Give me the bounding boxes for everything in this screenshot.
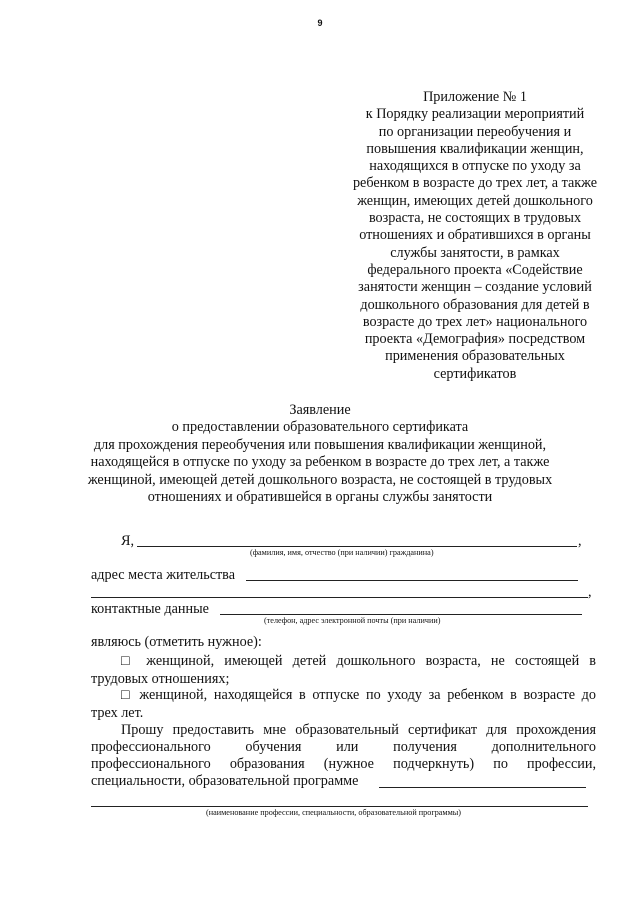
option-parental-leave[interactable] <box>121 687 596 704</box>
program-field[interactable] <box>379 787 586 788</box>
address-comma: , <box>588 584 592 600</box>
address-label: адрес места жительства <box>91 567 235 583</box>
document-title <box>60 402 580 506</box>
appendix-line: проекта «Демография» посредством <box>364 331 586 348</box>
program-field-line2[interactable] <box>91 806 588 807</box>
title-line: находящейся в отпуске по уходу за ребенком в возрасте до трех лет, а также <box>90 454 550 471</box>
title-line: о предоставлении образовательного сертификата <box>171 419 469 436</box>
appendix-line: возрасте до трех лет» национального <box>362 313 588 330</box>
appendix-line: к Порядку реализации мероприятий <box>365 106 585 123</box>
option-parental-leave-cont: трех лет. <box>91 705 144 721</box>
title-line: для прохождения переобучения или повышения квалификации женщиной, <box>93 436 547 453</box>
appendix-line: занятости женщин – создание условий <box>358 279 592 296</box>
appendix-line: повышения квалификации женщин, <box>366 140 584 157</box>
appendix-line: женщин, имеющих детей дошкольного <box>357 192 593 209</box>
request-line: профессионального образования (нужное подчеркнуть) по профессии, <box>91 756 596 772</box>
option-text: □ женщиной, имеющей детей дошкольного возраста, не состоящей в <box>121 653 596 669</box>
appendix-line: по организации переобучения и <box>378 123 572 140</box>
name-caption: (фамилия, имя, отчество (при наличии) гражданина) <box>250 548 434 557</box>
title-line: Заявление <box>289 402 351 418</box>
appendix-line: возраста, не состоящих в трудовых <box>368 210 582 227</box>
appendix-line: ребенком в возрасте до трех лет, а также <box>352 175 598 192</box>
appendix-line: сертификатов <box>433 365 517 382</box>
request-line: профессионального обучения или получения дополнительного <box>91 739 596 755</box>
name-field[interactable] <box>137 546 577 547</box>
address-field-line2[interactable] <box>91 597 588 598</box>
appendix-line: Приложение № 1 <box>423 89 527 105</box>
request-line: Прошу предоставить мне образовательный сертификат для прохождения <box>121 722 596 738</box>
status-label: являюсь (отметить нужное): <box>91 634 262 650</box>
ya-label: Я, <box>121 533 135 549</box>
program-caption: (наименование профессии, специальности, образовательной программы) <box>206 808 462 817</box>
appendix-line: службы занятости, в рамках <box>390 244 560 261</box>
contacts-field[interactable] <box>220 614 582 615</box>
appendix-line: применения образовательных <box>385 348 565 365</box>
appendix-line: дошкольного образования для детей в <box>360 296 590 313</box>
option-preschool-mother-cont: трудовых отношениях; <box>91 671 230 687</box>
title-line: отношениях и обратившейся в органы службы занятости <box>147 489 493 506</box>
option-preschool-mother[interactable] <box>121 653 596 670</box>
contacts-caption: (телефон, адрес электронной почты (при наличии) <box>264 616 441 625</box>
title-line: женщиной, имеющей детей дошкольного возраста, не состоящей в трудовых <box>87 471 553 488</box>
appendix-header <box>330 89 620 383</box>
contacts-label: контактные данные <box>91 601 209 617</box>
name-comma: , <box>578 533 582 549</box>
appendix-line: отношениях и обратившихся в органы <box>359 227 591 244</box>
appendix-line: федерального проекта «Содействие <box>367 261 583 278</box>
page-number: 9 <box>317 18 323 28</box>
request-line: специальности, образовательной программе <box>91 773 359 789</box>
option-text: □ женщиной, находящейся в отпуске по уходу за ребенком в возрасте до <box>121 687 596 703</box>
address-field[interactable] <box>246 580 578 581</box>
appendix-line: находящихся в отпуске по уходу за <box>369 158 581 175</box>
